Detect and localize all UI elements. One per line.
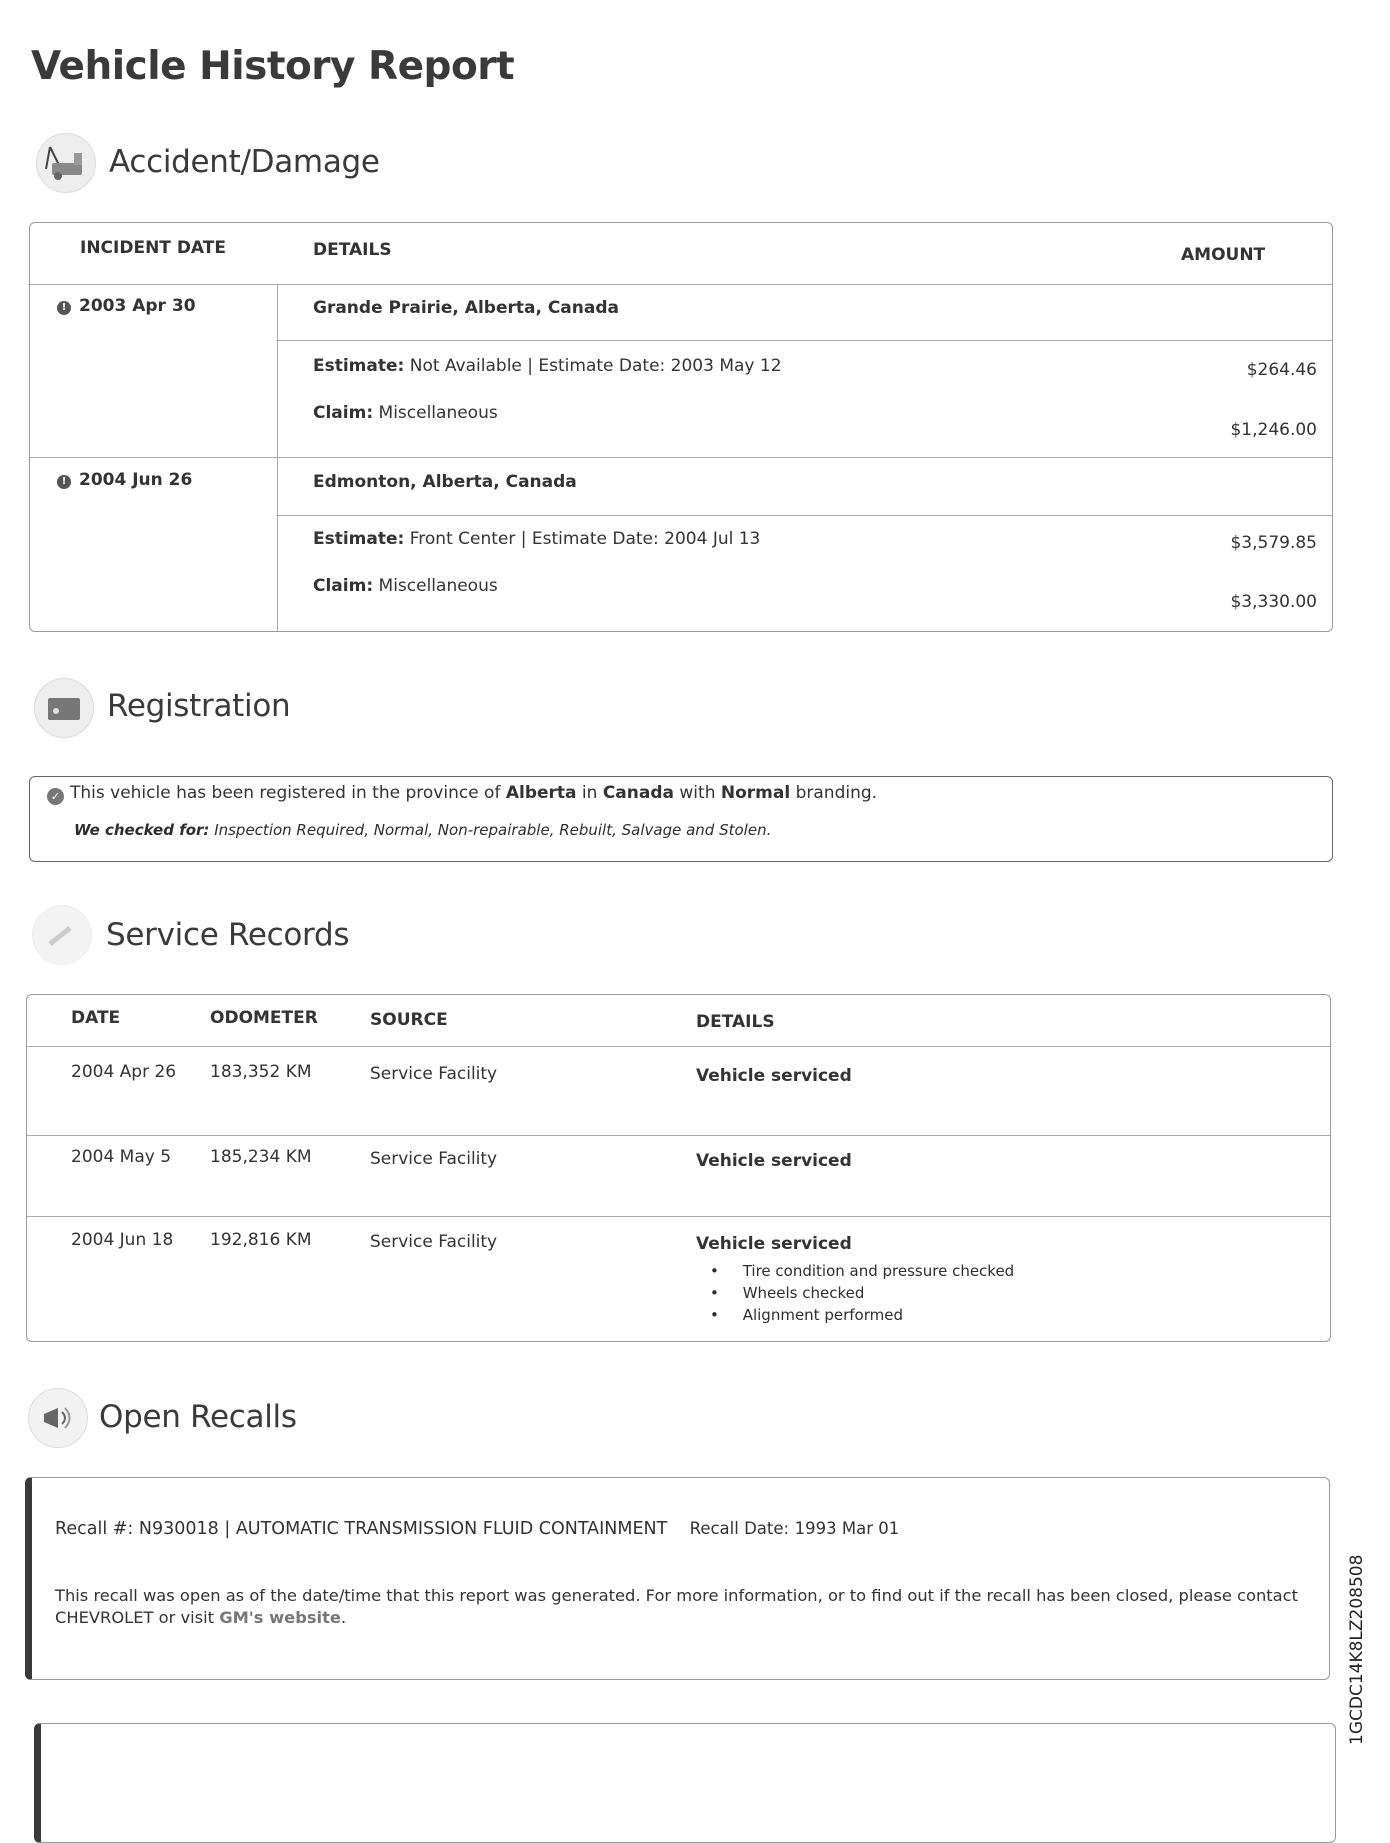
col-odometer: ODOMETER bbox=[210, 1008, 318, 1028]
recall-body-2 bbox=[55, 1608, 346, 1627]
check-icon: ✓ bbox=[47, 788, 64, 805]
claim-label: Claim: bbox=[313, 576, 374, 596]
claim-line bbox=[313, 576, 498, 596]
col-incident-date: INCIDENT DATE bbox=[80, 238, 226, 258]
incident-date-text: 2004 Jun 26 bbox=[79, 470, 193, 490]
estimate-line bbox=[313, 529, 760, 549]
reg-text: with bbox=[674, 783, 721, 803]
service-date: 2004 Apr 26 bbox=[71, 1062, 177, 1082]
recall-label: Recall #: bbox=[55, 1519, 134, 1539]
service-items bbox=[710, 1260, 1014, 1326]
registration-card-icon bbox=[34, 678, 94, 738]
service-source: Service Facility bbox=[370, 1149, 498, 1169]
incident-date bbox=[57, 296, 196, 316]
service-details: Vehicle serviced bbox=[696, 1234, 852, 1254]
col-details: DETAILS bbox=[313, 240, 392, 260]
estimate-line bbox=[313, 356, 782, 376]
registration-summary bbox=[47, 783, 877, 805]
registration-heading: Registration bbox=[107, 688, 291, 724]
reg-text: in bbox=[576, 783, 603, 803]
service-odometer: 185,234 KM bbox=[210, 1147, 312, 1167]
claim-text: Miscellaneous bbox=[378, 403, 498, 423]
reg-country: Canada bbox=[602, 783, 674, 803]
claim-label: Claim: bbox=[313, 403, 374, 423]
estimate-text: Front Center | Estimate Date: 2004 Jul 13 bbox=[409, 529, 761, 549]
wrench-icon bbox=[32, 905, 92, 965]
service-records-heading: Service Records bbox=[106, 917, 350, 953]
service-item: • Alignment performed bbox=[710, 1306, 903, 1324]
col-details: DETAILS bbox=[696, 1012, 775, 1032]
open-recalls-heading: Open Recalls bbox=[99, 1399, 297, 1435]
col-source: SOURCE bbox=[370, 1010, 448, 1030]
service-item: • Wheels checked bbox=[710, 1284, 865, 1302]
recall-body-text: . bbox=[340, 1608, 347, 1627]
service-item-text: Tire condition and pressure checked bbox=[742, 1262, 1015, 1280]
reg-branding: Normal bbox=[720, 783, 791, 803]
estimate-label: Estimate: bbox=[313, 356, 405, 376]
recall-body: This recall was open as of the date/time that this report was generated. For more information, or to find out if the recall has been closed, please contact bbox=[55, 1586, 1298, 1605]
alert-icon: ! bbox=[57, 301, 71, 315]
incident-date bbox=[57, 470, 192, 490]
alert-icon: ! bbox=[57, 475, 71, 489]
service-date: 2004 May 5 bbox=[71, 1147, 172, 1167]
estimate-amount: $3,579.85 bbox=[1230, 533, 1317, 553]
checked-for-line bbox=[74, 821, 771, 839]
reg-province: Alberta bbox=[505, 783, 577, 803]
service-source: Service Facility bbox=[370, 1232, 498, 1252]
service-item-text: Alignment performed bbox=[742, 1306, 903, 1324]
service-source: Service Facility bbox=[370, 1064, 498, 1084]
claim-text: Miscellaneous bbox=[378, 576, 498, 596]
claim-amount: $3,330.00 bbox=[1230, 592, 1317, 612]
megaphone-icon bbox=[28, 1388, 88, 1448]
checked-label: We checked for: bbox=[74, 821, 210, 839]
col-amount: AMOUNT bbox=[1181, 245, 1266, 265]
service-date: 2004 Jun 18 bbox=[71, 1230, 174, 1250]
recall-card bbox=[34, 1723, 1336, 1843]
page-title: Vehicle History Report bbox=[31, 44, 515, 89]
col-date: DATE bbox=[71, 1008, 121, 1028]
reg-text: branding. bbox=[790, 783, 878, 803]
accident-damage-heading: Accident/Damage bbox=[109, 144, 380, 180]
service-odometer: 183,352 KM bbox=[210, 1062, 312, 1082]
incident-date-text: 2003 Apr 30 bbox=[79, 296, 196, 316]
gm-website-link[interactable]: GM's website bbox=[219, 1608, 341, 1627]
recall-date-label: Recall Date: bbox=[689, 1519, 790, 1538]
recall-text: N930018 | AUTOMATIC TRANSMISSION FLUID CONTAINMENT bbox=[138, 1519, 668, 1539]
service-details: Vehicle serviced bbox=[696, 1151, 852, 1171]
service-odometer: 192,816 KM bbox=[210, 1230, 312, 1250]
reg-text: This vehicle has been registered in the province of bbox=[70, 783, 506, 803]
tow-truck-icon bbox=[36, 133, 96, 193]
incident-location: Grande Prairie, Alberta, Canada bbox=[313, 298, 619, 318]
estimate-text: Not Available | Estimate Date: 2003 May 12 bbox=[409, 356, 782, 376]
claim-line bbox=[313, 403, 498, 423]
recall-title bbox=[55, 1519, 899, 1539]
recall-body-text: CHEVROLET or visit bbox=[55, 1608, 220, 1627]
vin-label: 1GCDC14K8LZ208508 bbox=[1347, 1554, 1367, 1745]
recall-card bbox=[25, 1477, 1330, 1680]
incident-location: Edmonton, Alberta, Canada bbox=[313, 472, 577, 492]
recall-date: 1993 Mar 01 bbox=[794, 1519, 900, 1538]
estimate-amount: $264.46 bbox=[1246, 360, 1317, 380]
service-item: • Tire condition and pressure checked bbox=[710, 1262, 1015, 1280]
service-item-text: Wheels checked bbox=[742, 1284, 865, 1302]
claim-amount: $1,246.00 bbox=[1230, 420, 1317, 440]
service-details: Vehicle serviced bbox=[696, 1066, 852, 1086]
checked-list: Inspection Required, Normal, Non-repairable, Rebuilt, Salvage and Stolen. bbox=[209, 821, 772, 839]
estimate-label: Estimate: bbox=[313, 529, 405, 549]
